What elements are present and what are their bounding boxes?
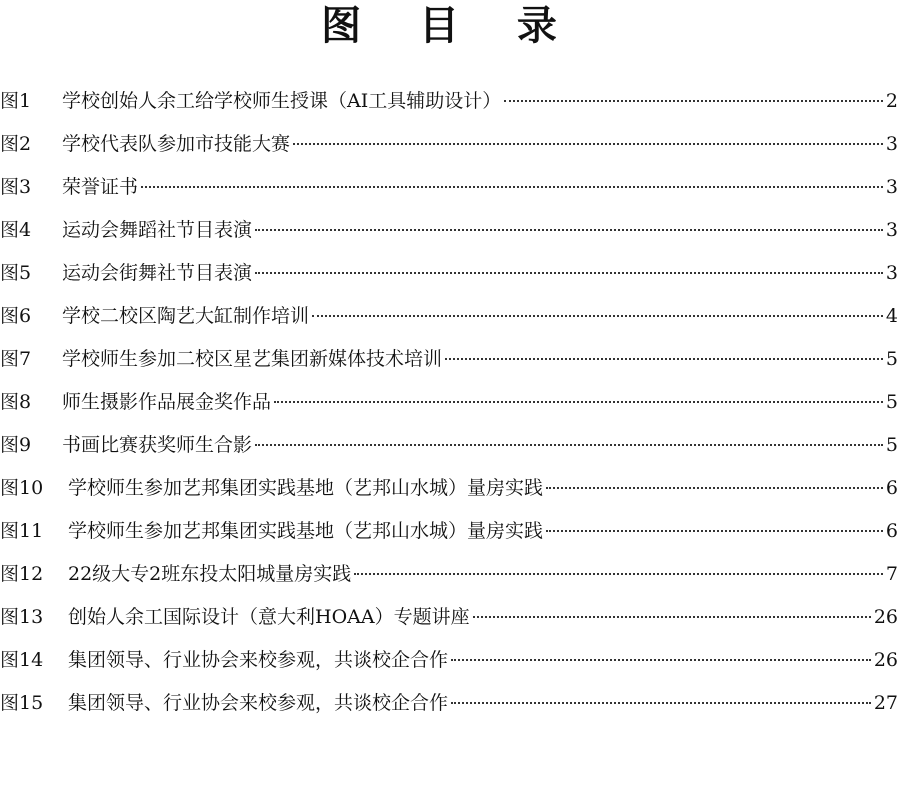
toc-entry[interactable] bbox=[0, 258, 900, 301]
page-number: 4 bbox=[885, 305, 898, 327]
figure-caption: 书画比赛获奖师生合影 bbox=[62, 434, 253, 456]
toc-entry[interactable] bbox=[0, 473, 900, 516]
figure-number: 图10 bbox=[0, 477, 44, 499]
dot-leader bbox=[354, 573, 883, 575]
toc-entry[interactable] bbox=[0, 129, 900, 172]
toc-entry[interactable] bbox=[0, 344, 900, 387]
page-number: 2 bbox=[885, 90, 898, 112]
dot-leader bbox=[546, 530, 883, 532]
figure-caption: 学校师生参加艺邦集团实践基地（艺邦山水城）量房实践 bbox=[68, 477, 544, 499]
figure-caption: 荣誉证书 bbox=[62, 176, 139, 198]
figure-caption: 师生摄影作品展金奖作品 bbox=[62, 391, 272, 413]
figure-number: 图4 bbox=[0, 219, 32, 241]
toc-entry[interactable] bbox=[0, 602, 900, 645]
figure-caption: 学校二校区陶艺大缸制作培训 bbox=[62, 305, 310, 327]
figure-number: 图2 bbox=[0, 133, 32, 155]
figure-number: 图15 bbox=[0, 692, 44, 714]
dot-leader bbox=[312, 315, 883, 317]
figure-caption: 学校师生参加艺邦集团实践基地（艺邦山水城）量房实践 bbox=[68, 520, 544, 542]
figure-caption: 运动会舞蹈社节目表演 bbox=[62, 219, 253, 241]
figure-caption: 集团领导、行业协会来校参观，共谈校企合作 bbox=[68, 692, 449, 714]
dot-leader bbox=[255, 272, 883, 274]
figure-number: 图6 bbox=[0, 305, 32, 327]
dot-leader bbox=[141, 186, 883, 188]
figure-number: 图5 bbox=[0, 262, 32, 284]
figure-number: 图7 bbox=[0, 348, 32, 370]
figure-caption: 学校师生参加二校区星艺集团新媒体技术培训 bbox=[62, 348, 443, 370]
toc-entry[interactable] bbox=[0, 559, 900, 602]
page-number: 5 bbox=[885, 391, 898, 413]
toc-entry[interactable] bbox=[0, 86, 900, 129]
dot-leader bbox=[451, 659, 871, 661]
figure-caption: 运动会街舞社节目表演 bbox=[62, 262, 253, 284]
figure-number: 图11 bbox=[0, 520, 44, 542]
page-number: 3 bbox=[885, 176, 898, 198]
dot-leader bbox=[451, 702, 871, 704]
figure-number: 图13 bbox=[0, 606, 44, 628]
dot-leader bbox=[293, 143, 883, 145]
page-number: 5 bbox=[885, 434, 898, 456]
toc-entry[interactable] bbox=[0, 387, 900, 430]
page-number: 7 bbox=[885, 563, 898, 585]
page-number: 26 bbox=[873, 649, 898, 671]
figure-number: 图8 bbox=[0, 391, 32, 413]
figure-caption: 学校创始人余工给学校师生授课（AI工具辅助设计） bbox=[62, 90, 502, 112]
page-number: 6 bbox=[885, 477, 898, 499]
toc-entry[interactable] bbox=[0, 301, 900, 344]
figure-caption: 22级大专2班东投太阳城量房实践 bbox=[68, 563, 352, 585]
page-number: 3 bbox=[885, 133, 898, 155]
toc-entry[interactable] bbox=[0, 172, 900, 215]
toc-entry[interactable] bbox=[0, 430, 900, 473]
figure-caption: 创始人余工国际设计（意大利HOAA）专题讲座 bbox=[68, 606, 470, 628]
toc-entry[interactable] bbox=[0, 645, 900, 688]
figure-number: 图1 bbox=[0, 90, 32, 112]
page-number: 3 bbox=[885, 219, 898, 241]
dot-leader bbox=[504, 100, 883, 102]
figure-number: 图3 bbox=[0, 176, 32, 198]
figure-caption: 学校代表队参加市技能大赛 bbox=[62, 133, 291, 155]
figure-number: 图9 bbox=[0, 434, 32, 456]
page-number: 3 bbox=[885, 262, 898, 284]
page-number: 26 bbox=[873, 606, 898, 628]
page-number: 6 bbox=[885, 520, 898, 542]
dot-leader bbox=[255, 444, 883, 446]
figure-caption: 集团领导、行业协会来校参观，共谈校企合作 bbox=[68, 649, 449, 671]
dot-leader bbox=[546, 487, 883, 489]
page-number: 5 bbox=[885, 348, 898, 370]
dot-leader bbox=[473, 616, 871, 618]
dot-leader bbox=[274, 401, 883, 403]
figure-number: 图12 bbox=[0, 563, 44, 585]
page-number: 27 bbox=[873, 692, 898, 714]
figure-index-list bbox=[0, 86, 900, 731]
toc-entry[interactable] bbox=[0, 215, 900, 258]
figure-number: 图14 bbox=[0, 649, 44, 671]
dot-leader bbox=[255, 229, 883, 231]
toc-entry[interactable] bbox=[0, 688, 900, 731]
page-title: 图 目 录 bbox=[321, 3, 579, 49]
toc-entry[interactable] bbox=[0, 516, 900, 559]
dot-leader bbox=[445, 358, 883, 360]
